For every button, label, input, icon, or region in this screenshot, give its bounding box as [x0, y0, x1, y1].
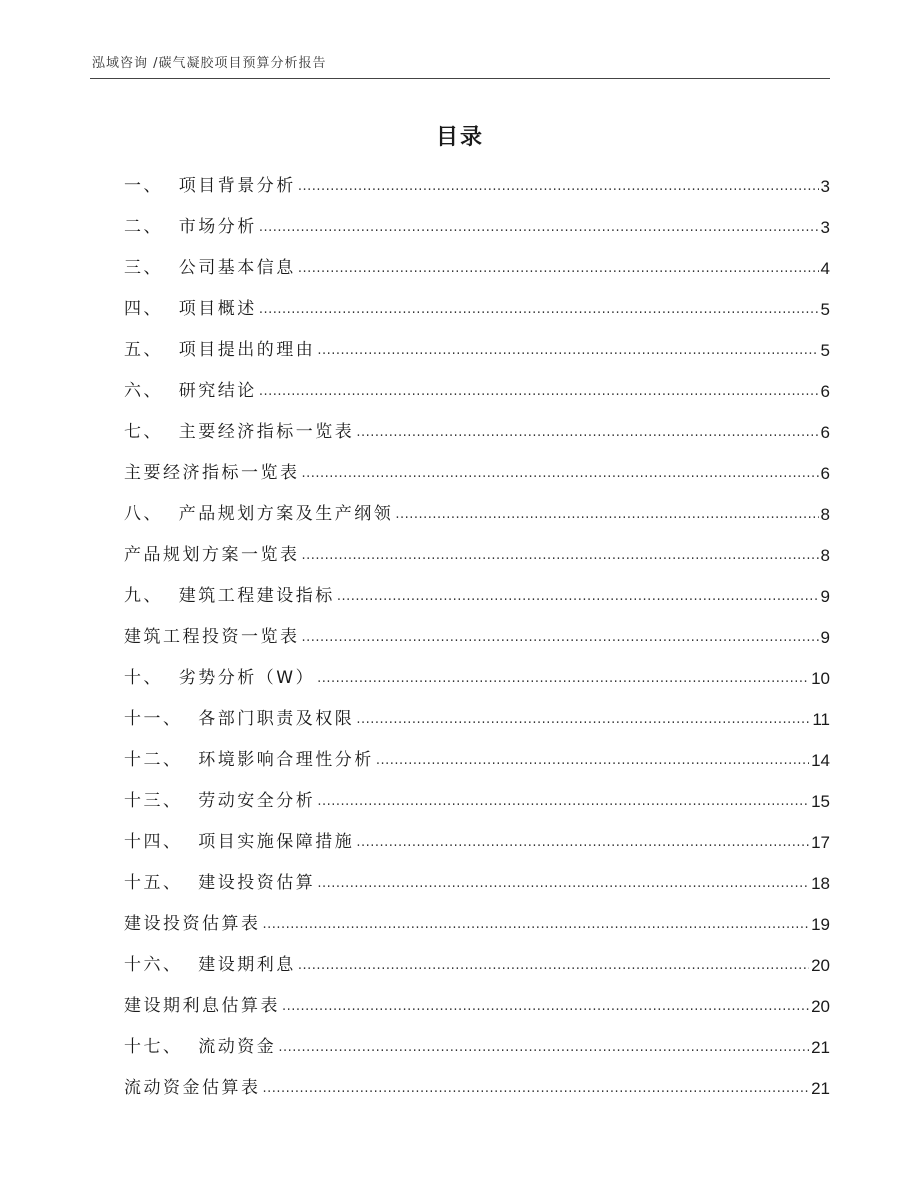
toc-entry[interactable] [124, 494, 830, 535]
table-of-contents [124, 166, 830, 1109]
toc-entry[interactable] [124, 330, 830, 371]
toc-title: 目录 [435, 125, 484, 150]
toc-entry[interactable] [124, 781, 830, 822]
toc-entry-label: 主要经济指标一览表 [124, 463, 300, 483]
toc-entry[interactable] [124, 658, 830, 699]
toc-entry-page: 20 [811, 997, 830, 1016]
toc-entry[interactable] [124, 1068, 830, 1109]
toc-entry-page: 9 [820, 628, 830, 647]
toc-entry-page: 21 [811, 1079, 830, 1098]
toc-entry-label: 三、 公司基本信息 [124, 258, 296, 278]
toc-entry-label: 流动资金估算表 [124, 1078, 261, 1098]
toc-entry-page: 9 [820, 587, 830, 606]
toc-leader-dots [263, 904, 810, 945]
toc-leader-dots [317, 330, 818, 371]
toc-entry[interactable] [124, 986, 830, 1027]
toc-entry-page: 8 [820, 546, 830, 565]
toc-leader-dots [259, 371, 819, 412]
toc-entry-label: 六、 研究结论 [124, 381, 257, 401]
toc-entry-label: 十七、 流动资金 [124, 1037, 277, 1057]
toc-entry[interactable] [124, 822, 830, 863]
toc-entry[interactable] [124, 371, 830, 412]
toc-entry-page: 4 [820, 259, 830, 278]
toc-leader-dots [282, 986, 809, 1027]
toc-entry-page: 19 [811, 915, 830, 934]
toc-entry[interactable] [124, 576, 830, 617]
toc-entry[interactable] [124, 740, 830, 781]
running-header: 泓域咨询 /碳气凝胶项目预算分析报告 [92, 56, 327, 71]
toc-entry-page: 14 [811, 751, 830, 770]
toc-entry[interactable] [124, 453, 830, 494]
toc-entry-label: 十、 劣势分析（W） [124, 668, 316, 688]
toc-entry-label: 十二、 环境影响合理性分析 [124, 750, 374, 770]
toc-leader-dots [376, 740, 809, 781]
toc-entry-label: 产品规划方案一览表 [124, 545, 300, 565]
toc-entry-label: 九、 建筑工程建设指标 [124, 586, 335, 606]
toc-entry[interactable] [124, 535, 830, 576]
toc-entry-page: 17 [811, 833, 830, 852]
toc-entry[interactable] [124, 863, 830, 904]
toc-entry-label: 建设投资估算表 [124, 914, 261, 934]
toc-entry[interactable] [124, 945, 830, 986]
toc-entry-page: 11 [812, 710, 830, 729]
toc-entry[interactable] [124, 248, 830, 289]
toc-entry-page: 18 [811, 874, 830, 893]
toc-entry-page: 3 [820, 218, 830, 237]
toc-entry-label: 一、 项目背景分析 [124, 176, 296, 196]
toc-leader-dots [278, 1027, 809, 1068]
toc-entry-label: 四、 项目概述 [124, 299, 257, 319]
toc-entry[interactable] [124, 207, 830, 248]
toc-entry[interactable] [124, 617, 830, 658]
toc-entry-label: 八、 产品规划方案及生产纲领 [124, 504, 394, 524]
header-rule [90, 78, 830, 79]
toc-entry-label: 十三、 劳动安全分析 [124, 791, 316, 811]
toc-entry[interactable] [124, 904, 830, 945]
toc-entry-page: 5 [820, 341, 830, 360]
toc-entry-page: 5 [820, 300, 830, 319]
toc-leader-dots [317, 863, 809, 904]
toc-leader-dots [298, 248, 819, 289]
toc-leader-dots [259, 207, 819, 248]
toc-entry-page: 10 [811, 669, 830, 688]
toc-entry-label: 建设期利息估算表 [124, 996, 280, 1016]
toc-leader-dots [302, 617, 819, 658]
toc-leader-dots [298, 166, 819, 207]
toc-entry[interactable] [124, 412, 830, 453]
toc-leader-dots [317, 781, 809, 822]
toc-entry[interactable] [124, 289, 830, 330]
toc-leader-dots [259, 289, 819, 330]
toc-entry-page: 15 [811, 792, 830, 811]
toc-leader-dots [302, 535, 819, 576]
toc-entry-label: 二、 市场分析 [124, 217, 257, 237]
toc-entry-page: 6 [820, 382, 830, 401]
toc-entry-page: 8 [820, 505, 830, 524]
toc-entry-label: 七、 主要经济指标一览表 [124, 422, 355, 442]
toc-entry-label: 建筑工程投资一览表 [124, 627, 300, 647]
toc-leader-dots [302, 453, 819, 494]
toc-leader-dots [356, 412, 818, 453]
toc-leader-dots [263, 1068, 810, 1109]
toc-entry-page: 3 [820, 177, 830, 196]
toc-entry-page: 6 [820, 423, 830, 442]
toc-entry[interactable] [124, 1027, 830, 1068]
toc-leader-dots [298, 945, 809, 986]
toc-entry-label: 十一、 各部门职责及权限 [124, 709, 355, 729]
toc-leader-dots [356, 822, 809, 863]
toc-entry[interactable] [124, 166, 830, 207]
toc-entry-label: 十五、 建设投资估算 [124, 873, 316, 893]
toc-entry-label: 十六、 建设期利息 [124, 955, 296, 975]
toc-entry-page: 21 [811, 1038, 830, 1057]
toc-leader-dots [337, 576, 819, 617]
toc-entry-label: 五、 项目提出的理由 [124, 340, 316, 360]
toc-leader-dots [395, 494, 818, 535]
toc-entry-page: 20 [811, 956, 830, 975]
toc-entry-page: 6 [820, 464, 830, 483]
toc-entry-label: 十四、 项目实施保障措施 [124, 832, 355, 852]
toc-leader-dots [317, 658, 809, 699]
toc-entry[interactable] [124, 699, 830, 740]
toc-leader-dots [356, 699, 810, 740]
